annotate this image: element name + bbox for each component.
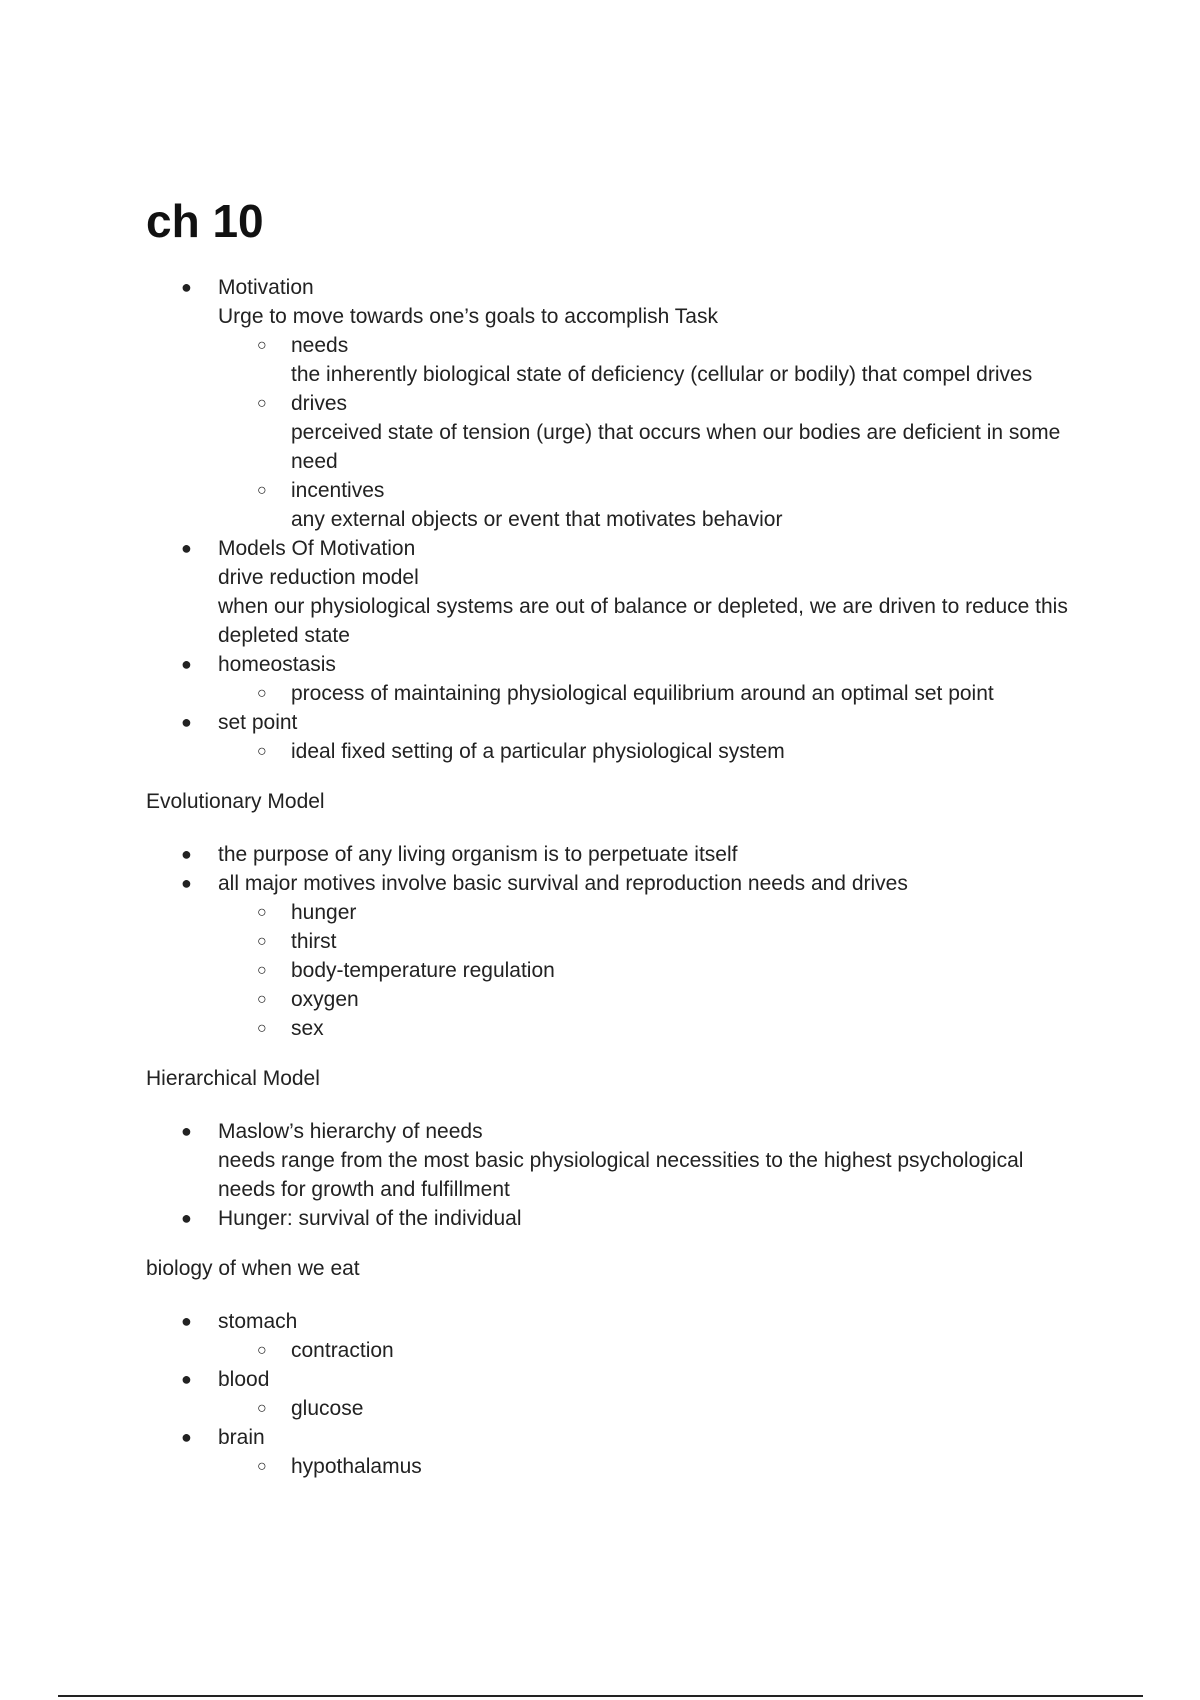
- bullet-icon: ●: [181, 1427, 192, 1447]
- page-bottom-divider: [58, 1695, 1143, 1697]
- bullet-icon: ●: [181, 844, 192, 864]
- bullet-icon: ●: [181, 1208, 192, 1228]
- sublist-item-label: body-temperature regulation: [291, 959, 555, 982]
- list-item-label: the purpose of any living organism is to perpetuate itself: [218, 843, 738, 866]
- sublist-item-label: process of maintaining physiological equilibrium around an optimal set point: [291, 682, 994, 705]
- bullet-icon: ●: [181, 654, 192, 674]
- hollow-bullet-icon: ○: [257, 991, 267, 1008]
- section-heading-biology: biology of when we eat: [146, 1257, 360, 1280]
- hollow-bullet-icon: ○: [257, 1020, 267, 1037]
- bullet-icon: ●: [181, 1311, 192, 1331]
- hollow-bullet-icon: ○: [257, 743, 267, 760]
- sublist-item-label: sex: [291, 1017, 324, 1040]
- sublist-item-label: glucose: [291, 1397, 364, 1420]
- sublist-item-desc: perceived state of tension (urge) that occurs when our bodies are deficient in some need: [291, 421, 1061, 473]
- survival-needs-sublist: [257, 898, 1076, 1043]
- hollow-bullet-icon: ○: [257, 395, 267, 412]
- list-item-desc: needs range from the most basic physiological necessities to the highest psychological needs for growth and fulfillment: [218, 1149, 1024, 1201]
- biology-sublist: [257, 1336, 1076, 1365]
- list-item-label: stomach: [218, 1310, 298, 1333]
- list-item-label: Hunger: survival of the individual: [218, 1207, 522, 1230]
- list-item: [181, 1117, 1076, 1204]
- list-item-label: all major motives involve basic survival and reproduction needs and drives: [218, 872, 908, 895]
- sublist-item-desc: the inherently biological state of deficiency (cellular or bodily) that compel drives: [291, 363, 1033, 386]
- sublist-item: [257, 737, 1076, 766]
- section-heading-evolutionary: Evolutionary Model: [146, 790, 325, 813]
- sublist-item: [257, 1014, 1076, 1043]
- motivation-list: [181, 273, 1076, 766]
- sublist-item-label: contraction: [291, 1339, 394, 1362]
- sublist-item: [257, 1336, 1076, 1365]
- list-item-models-of-motivation: [181, 534, 1076, 650]
- bullet-icon: ●: [181, 538, 192, 558]
- list-item: [181, 1307, 1076, 1365]
- sublist-item-label: incentives: [291, 479, 385, 502]
- bullet-icon: ●: [181, 1369, 192, 1389]
- list-item-label: Models Of Motivation: [218, 537, 416, 560]
- hierarchical-list: [181, 1117, 1076, 1233]
- homeostasis-sublist: [257, 679, 1076, 708]
- list-item: [181, 1365, 1076, 1423]
- evolutionary-list: [181, 840, 1076, 1043]
- bullet-icon: ●: [181, 873, 192, 893]
- sublist-item-desc: any external objects or event that motivates behavior: [291, 508, 783, 531]
- hollow-bullet-icon: ○: [257, 337, 267, 354]
- sublist-item-label: oxygen: [291, 988, 359, 1011]
- biology-sublist: [257, 1452, 1076, 1481]
- sublist-item-label: drives: [291, 392, 348, 415]
- hollow-bullet-icon: ○: [257, 685, 267, 702]
- sublist-item-label: needs: [291, 334, 349, 357]
- bullet-icon: ●: [181, 712, 192, 732]
- document-page: [146, 195, 1076, 1481]
- sublist-item: [257, 1394, 1076, 1423]
- hollow-bullet-icon: ○: [257, 1342, 267, 1359]
- list-item-desc-detail: when our physiological systems are out of balance or depleted, we are driven to reduce this depleted state: [218, 595, 1068, 647]
- hollow-bullet-icon: ○: [257, 1458, 267, 1475]
- bullet-icon: ●: [181, 1121, 192, 1141]
- sublist-item-label: thirst: [291, 930, 337, 953]
- sublist-item: [257, 898, 1076, 927]
- list-item-homeostasis: [181, 650, 1076, 708]
- list-item-motivation: [181, 273, 1076, 534]
- hollow-bullet-icon: ○: [257, 482, 267, 499]
- sublist-item: [257, 985, 1076, 1014]
- sublist-item: [257, 927, 1076, 956]
- sublist-item-needs: [257, 331, 1076, 389]
- bullet-icon: ●: [181, 277, 192, 297]
- hollow-bullet-icon: ○: [257, 962, 267, 979]
- list-item-label: Maslow’s hierarchy of needs: [218, 1120, 483, 1143]
- list-item-label: homeostasis: [218, 653, 336, 676]
- sublist-item-label: hunger: [291, 901, 357, 924]
- sublist-item: [257, 679, 1076, 708]
- list-item: [181, 1423, 1076, 1481]
- motivation-sublist: [257, 331, 1076, 534]
- list-item-set-point: [181, 708, 1076, 766]
- list-item-label: set point: [218, 711, 298, 734]
- hollow-bullet-icon: ○: [257, 933, 267, 950]
- set-point-sublist: [257, 737, 1076, 766]
- list-item: [181, 840, 1076, 869]
- list-item-desc: drive reduction model: [218, 566, 419, 589]
- list-item-label: Motivation: [218, 276, 314, 299]
- section-heading-hierarchical: Hierarchical Model: [146, 1067, 320, 1090]
- sublist-item-label: hypothalamus: [291, 1455, 422, 1478]
- sublist-item: [257, 956, 1076, 985]
- hollow-bullet-icon: ○: [257, 1400, 267, 1417]
- list-item-label: brain: [218, 1426, 265, 1449]
- biology-list: [181, 1307, 1076, 1481]
- list-item: [181, 1204, 1076, 1233]
- list-item-desc: Urge to move towards one’s goals to accomplish Task: [218, 305, 718, 328]
- sublist-item-drives: [257, 389, 1076, 476]
- biology-sublist: [257, 1394, 1076, 1423]
- hollow-bullet-icon: ○: [257, 904, 267, 921]
- sublist-item-label: ideal fixed setting of a particular physiological system: [291, 740, 785, 763]
- sublist-item: [257, 1452, 1076, 1481]
- list-item: [181, 869, 1076, 1043]
- sublist-item-incentives: [257, 476, 1076, 534]
- list-item-label: blood: [218, 1368, 270, 1391]
- page-title: ch 10: [146, 195, 264, 247]
